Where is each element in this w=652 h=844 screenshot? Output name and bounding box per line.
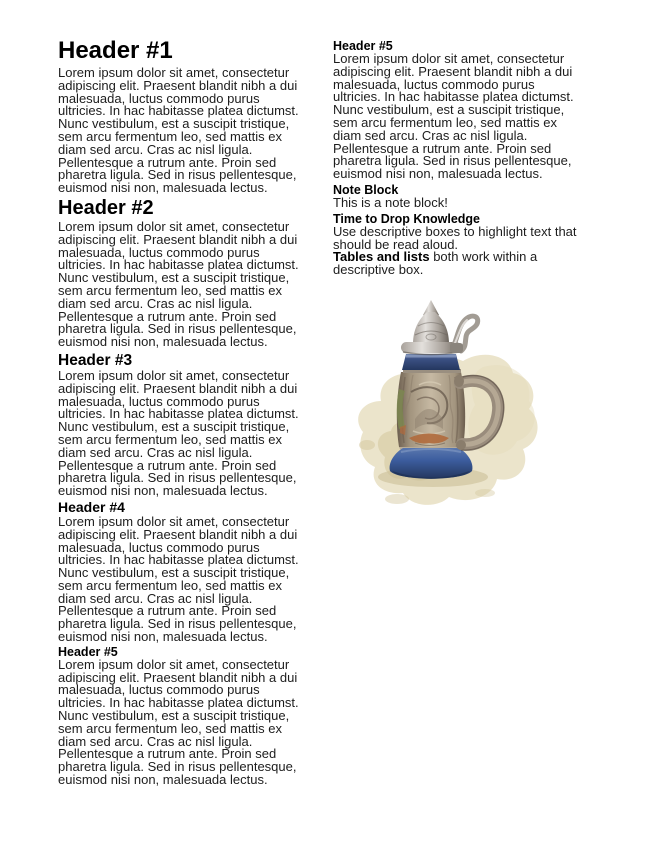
knowledge-title: Time to Drop Knowledge <box>333 211 480 226</box>
knowledge-text: Use descriptive boxes to highlight text that should be read aloud. <box>333 223 577 252</box>
lorem-paragraph: Lorem ipsum dolor sit amet, consectetur adipiscing elit. Praesent blandit nibh a dui malesuada, luctus commodo purus ultricies. In hac habitasse platea dictumst. Nunc vestibulum, est a suscipit tristique, sem arcu fermentum leo, sed mattis ex diam sed arcu. Cras ac nisl ligula. Pellentesque a rutrum ante. Proin sed pharetra ligula. Sed in risus pellentesque, euismod nisi non, malesuada lectus. <box>58 656 299 788</box>
tables-bold-lead: Tables and lists <box>333 249 430 265</box>
lorem-paragraph: Lorem ipsum dolor sit amet, consectetur adipiscing elit. Praesent blandit nibh a dui malesuada, luctus commodo purus ultricies. In hac habitasse platea dictumst. Nunc vestibulum, est a suscipit tristique, sem arcu fermentum leo, sed mattis ex diam sed arcu. Cras ac nisl ligula. Pellentesque a rutrum ante. Proin sed pharetra ligula. Sed in risus pellentesque, euismod nisi non, malesuada lectus. <box>58 65 299 196</box>
tables-text-rest: both work within a descriptive box. <box>333 249 538 278</box>
heading-5: Header #5 <box>58 644 118 659</box>
stein-thumb-lever <box>450 316 478 353</box>
heading-2: Header #2 <box>58 196 154 219</box>
right-column <box>333 38 583 844</box>
left-column <box>58 38 308 844</box>
heading-1: Header #1 <box>58 37 173 64</box>
lorem-paragraph: Lorem ipsum dolor sit amet, consectetur adipiscing elit. Praesent blandit nibh a dui malesuada, luctus commodo purus ultricies. In hac habitasse platea dictumst. Nunc vestibulum, est a suscipit tristique, sem arcu fermentum leo, sed mattis ex diam sed arcu. Cras ac nisl ligula. Pellentesque a rutrum ante. Proin sed pharetra ligula. Sed in risus pellentesque, euismod nisi non, malesuada lectus. <box>58 513 299 645</box>
note-block-title: Note Block <box>333 182 399 197</box>
lorem-paragraph: Lorem ipsum dolor sit amet, consectetur adipiscing elit. Praesent blandit nibh a dui malesuada, luctus commodo purus ultricies. In hac habitasse platea dictumst. Nunc vestibulum, est a suscipit tristique, sem arcu fermentum leo, sed mattis ex diam sed arcu. Cras ac nisl ligula. Pellentesque a rutrum ante. Proin sed pharetra ligula. Sed in risus pellentesque, euismod nisi non, malesuada lectus. <box>58 367 299 499</box>
beer-stein-illustration <box>333 297 585 512</box>
heading-5-right: Header #5 <box>333 39 393 53</box>
lorem-paragraph: Lorem ipsum dolor sit amet, consectetur adipiscing elit. Praesent blandit nibh a dui malesuada, luctus commodo purus ultricies. In hac habitasse platea dictumst. Nunc vestibulum, est a suscipit tristique, sem arcu fermentum leo, sed mattis ex diam sed arcu. Cras ac nisl ligula. Pellentesque a rutrum ante. Proin sed pharetra ligula. Sed in risus pellentesque, euismod nisi non, malesuada lectus. <box>58 218 299 350</box>
heading-3: Header #3 <box>58 351 133 369</box>
heading-4: Header #4 <box>58 498 125 515</box>
stein-band <box>402 354 461 373</box>
note-block-text: This is a note block! <box>333 194 448 210</box>
tables-paragraph <box>333 251 583 277</box>
stein-figure <box>333 297 585 512</box>
lorem-paragraph: Lorem ipsum dolor sit amet, consectetur adipiscing elit. Praesent blandit nibh a dui malesuada, luctus commodo purus ultricies. In hac habitasse platea dictumst. Nunc vestibulum, est a suscipit tristique, sem arcu fermentum leo, sed mattis ex diam sed arcu. Cras ac nisl ligula. Pellentesque a rutrum ante. Proin sed pharetra ligula. Sed in risus pellentesque, euismod nisi non, malesuada lectus. <box>333 51 574 182</box>
